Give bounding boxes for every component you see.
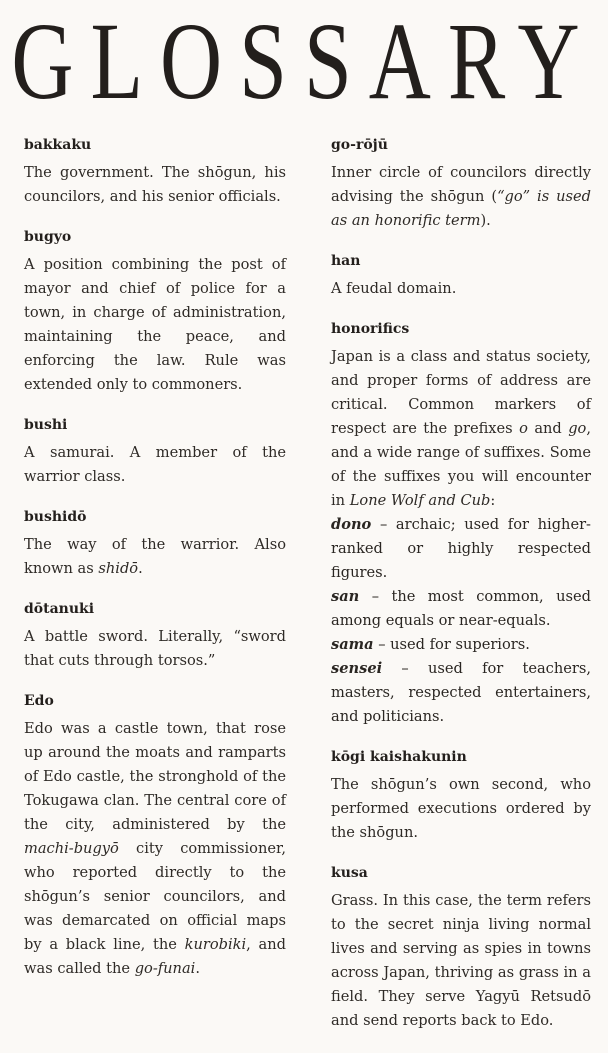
term: bushi bbox=[24, 417, 68, 433]
term: bugyo bbox=[24, 229, 72, 245]
suffix-sensei: sensei – used for teachers, masters, respected entertainers, and politicians. bbox=[331, 660, 591, 725]
definition: The shōgun’s own second, who performed executions ordered by the shōgun. bbox=[331, 776, 591, 841]
definition: A feudal domain. bbox=[331, 280, 457, 297]
term: Edo bbox=[24, 693, 54, 709]
entry-bugyo bbox=[24, 229, 286, 397]
definition: The way of the warrior. Also known as shidō. bbox=[24, 536, 286, 577]
entry-bushido bbox=[24, 509, 286, 581]
page-title bbox=[0, 0, 608, 123]
right-column bbox=[331, 137, 591, 1053]
entry-kogi-kaishakunin bbox=[331, 749, 591, 845]
entry-kusa bbox=[331, 865, 591, 1033]
term: kōgi kaishakunin bbox=[331, 749, 467, 765]
entry-bushi bbox=[24, 417, 286, 489]
suffix-dono: dono – archaic; used for higher-ranked or highly respected figures. bbox=[331, 516, 591, 581]
definition: A position combining the post of mayor and chief of police for a town, in charge of administration, maintaining the peace, and enforcing the law. Rule was extended only to commoners. bbox=[24, 256, 286, 393]
term: bushidō bbox=[24, 509, 87, 525]
definition: Inner circle of councilors directly advising the shōgun (“go” is used as an honorific term). bbox=[331, 164, 591, 229]
definition: A samurai. A member of the warrior class. bbox=[24, 444, 286, 485]
entry-go-roju bbox=[331, 137, 591, 233]
entry-edo bbox=[24, 693, 286, 981]
term: han bbox=[331, 253, 361, 269]
entry-han bbox=[331, 253, 591, 301]
glossary-heading: GLOSSARY bbox=[11, 0, 597, 123]
definition: Edo was a castle town, that rose up around the moats and ramparts of Edo castle, the stronghold of the Tokugawa clan. The central core of the city, administered by the machi-bugyō city commissioner, who reported directly to the shōgun’s senior councilors, and was demarcated on official maps by a black line, the kurobiki, and was called the go-funai. bbox=[24, 720, 286, 977]
term: honorifics bbox=[331, 321, 410, 337]
definition: Japan is a class and status society, and proper forms of address are critical. Common markers of respect are the prefixes o and go, and a wide range of suffixes. Some of the suffixes you will encounter in Lone Wolf and Cub: bbox=[331, 348, 591, 509]
entry-bakkaku bbox=[24, 137, 286, 209]
entry-dotanuki bbox=[24, 601, 286, 673]
term: bakkaku bbox=[24, 137, 92, 153]
term: dōtanuki bbox=[24, 601, 95, 617]
definition: A battle sword. Literally, “sword that cuts through torsos.” bbox=[24, 628, 286, 669]
definition: Grass. In this case, the term refers to the secret ninja living normal lives and serving as spies in towns across Japan, thriving as grass in a field. They serve Yagyū Retsudō and send reports back to Edo. bbox=[331, 892, 591, 1029]
term: kusa bbox=[331, 865, 368, 881]
definition: The government. The shōgun, his councilors, and his senior officials. bbox=[24, 164, 286, 205]
suffix-sama: sama – used for superiors. bbox=[331, 636, 530, 653]
entry-honorifics bbox=[331, 321, 591, 729]
left-column bbox=[24, 137, 286, 1001]
suffix-san: san – the most common, used among equals or near-equals. bbox=[331, 588, 591, 629]
term: go-rōjū bbox=[331, 137, 388, 153]
